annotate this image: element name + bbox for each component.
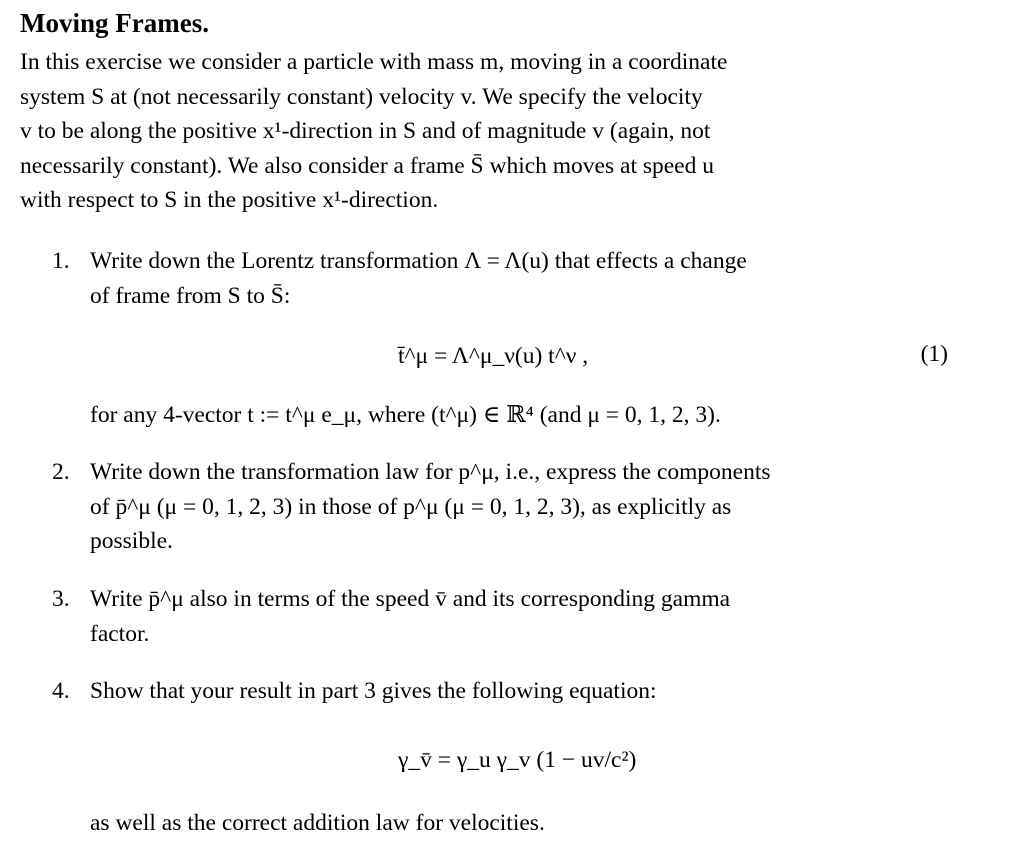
item-line: as well as the correct addition law for velocities. [90,810,545,836]
item-number: 4. [52,678,70,704]
item-number: 3. [52,586,70,612]
item-line: of p̄^μ (μ = 0, 1, 2, 3) in those of p^μ (μ = 0, 1, 2, 3), as explicitly as [90,493,732,520]
intro-paragraph [20,45,950,218]
item-line: for any 4-vector t := t^μ e_μ, where (t^μ) ∈ ℝ⁴ (and μ = 0, 1, 2, 3). [90,402,721,428]
item-line: factor. [90,620,150,647]
list-item [52,674,952,709]
intro-line-1: In this exercise we consider a particle with mass m, moving in a coordinate [20,49,728,75]
intro-line-5: with respect to S in the positive x¹-direction. [20,187,439,213]
item-line: of frame from S to S̄: [90,282,291,309]
item-line: Write down the Lorentz transformation Λ = Λ(u) that effects a change [90,248,747,274]
equation-number: (1) [920,341,948,367]
item-line: Write p̄^μ also in terms of the speed v̄ and its corresponding gamma [90,586,731,612]
exercise-title: Moving Frames. [20,8,209,38]
list-item [52,244,952,313]
list-item [52,455,952,559]
item-number: 2. [52,459,70,485]
item-number: 1. [52,248,70,274]
list-item [52,582,952,651]
intro-line-2: system S at (not necessarily constant) velocity v. We specify the velocity [20,83,703,110]
equation-gamma: γ_v̄ = γ_u γ_v (1 − uv/c²) [398,747,637,773]
item-line: Write down the transformation law for p^μ, i.e., express the components [90,459,771,485]
equation-1: t̄^μ = Λ^μ_ν(u) t^ν , [398,343,589,369]
item-line: Show that your result in part 3 gives the following equation: [90,678,657,704]
item-line: possible. [90,528,173,554]
intro-line-4: necessarily constant). We also consider a frame S̄ which moves at speed u [20,152,714,179]
intro-line-3: v to be along the positive x¹-direction in S and of magnitude v (again, not [20,118,711,144]
